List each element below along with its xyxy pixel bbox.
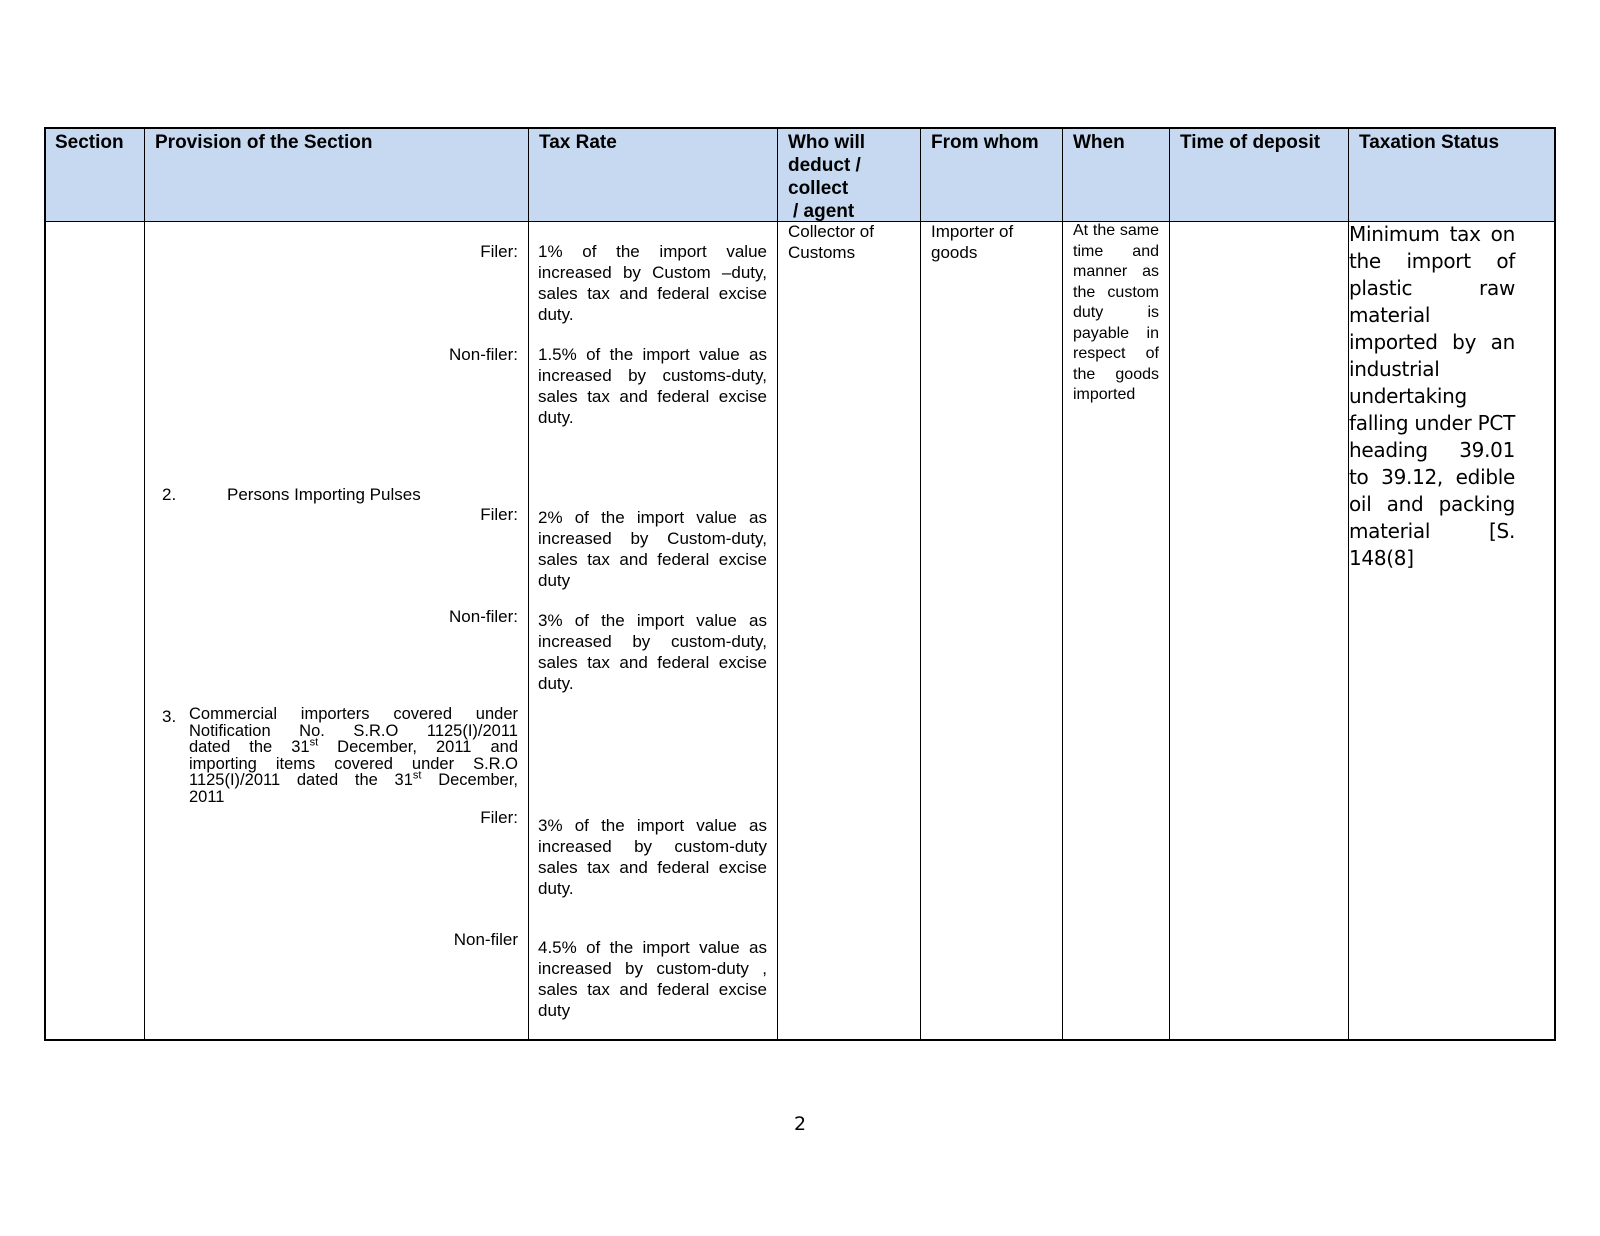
column-divider [144, 129, 145, 1039]
column-divider [920, 129, 921, 1039]
item-text: December, [421, 771, 518, 789]
item-line: Notification No. S.R.O 1125(I)/2011 [189, 721, 518, 740]
header-who-line: Who will [788, 132, 866, 153]
collector-line: Customs [788, 243, 856, 262]
tax-rate-cell: 3% of the import value as increased by custom-duty, sales tax and federal excise duty. [538, 611, 767, 693]
item-text: dated the 31 [189, 738, 310, 756]
tax-rate-cell: 3% of the import value as increased by custom-duty sales tax and federal excise duty. [538, 816, 767, 898]
header-who-will-deduct [788, 131, 865, 223]
importer-line: goods [931, 243, 978, 262]
ordinal-suffix: st [412, 769, 422, 782]
header-section: Section [55, 132, 124, 153]
tax-rate-cell: 2% of the import value as increased by Custom-duty, sales tax and federal excise duty [538, 508, 767, 590]
item-commercial-importers [189, 706, 518, 805]
item-number: 3. [162, 707, 177, 726]
importer-cell [931, 221, 1013, 263]
tax-table [44, 127, 1556, 1041]
ordinal-suffix: st [309, 736, 319, 749]
column-divider [1062, 129, 1063, 1039]
item-line [189, 769, 518, 789]
nonfiler-label: Non-filer [453, 930, 518, 949]
item-text: 1125(I)/2011 dated the 31 [189, 771, 413, 789]
header-when: When [1073, 132, 1125, 153]
header-who-line: deduct / [788, 155, 861, 176]
column-divider [1169, 129, 1170, 1039]
column-divider [528, 129, 529, 1039]
taxation-status-cell: Minimum tax on the import of plastic raw material imported by an industrial undertaking falling under PCT heading 39.01 to 39.12, edible oil and packing material [S. 148(8] [1349, 222, 1515, 570]
tax-rate-cell: 4.5% of the import value as increased by custom-duty , sales tax and federal excise duty [538, 938, 767, 1020]
header-who-line: / agent [793, 201, 855, 222]
item-number: 2. [162, 485, 177, 504]
tax-rate-cell: 1.5% of the import value as increased by customs-duty, sales tax and federal excise duty. [538, 345, 767, 427]
header-from-whom: From whom [931, 132, 1039, 153]
filer-label: Filer: [480, 505, 518, 524]
when-cell: At the same time and manner as the custom duty is payable in respect of the goods imported [1073, 222, 1159, 403]
page-number: 2 [793, 1113, 807, 1135]
filer-label: Filer: [480, 808, 518, 827]
nonfiler-label: Non-filer: [449, 345, 518, 364]
item-line: importing items covered under S.R.O [189, 754, 518, 773]
item-line [189, 736, 518, 756]
header-taxation-status: Taxation Status [1359, 132, 1500, 153]
filer-label: Filer: [480, 242, 518, 261]
header-who-line: collect [788, 178, 849, 199]
header-time-of-deposit: Time of deposit [1180, 132, 1321, 153]
item-line: Commercial importers covered under [189, 705, 518, 723]
item-persons-importing-pulses: Persons Importing Pulses [227, 485, 421, 504]
column-divider [777, 129, 778, 1039]
nonfiler-label: Non-filer: [449, 607, 518, 626]
importer-line: Importer of [931, 222, 1014, 241]
header-provision: Provision of the Section [155, 132, 373, 153]
header-tax-rate: Tax Rate [539, 132, 617, 153]
item-text: December, 2011 and [318, 738, 518, 756]
item-line: 2011 [189, 787, 225, 806]
tax-rate-cell: 1% of the import value increased by Custom –duty, sales tax and federal excise duty. [538, 242, 767, 324]
collector-cell [788, 221, 874, 263]
collector-line: Collector of [788, 222, 874, 241]
